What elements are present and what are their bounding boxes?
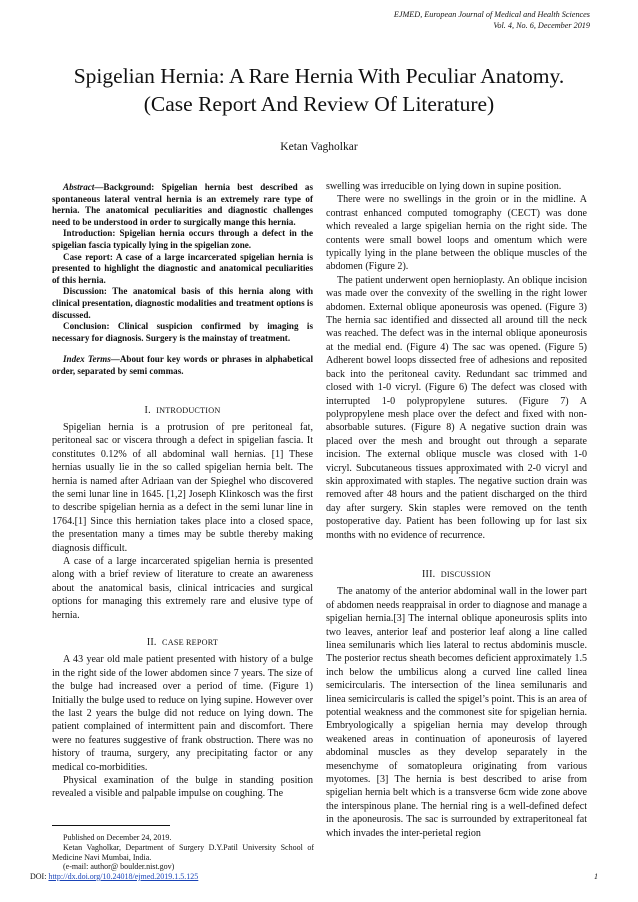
case-paragraph-1: A 43 year old male patient presented with history of a bulge in the right side of the lower abdomen since 7 years. The size of the bulge had increased over a period of time. (Figure 1) Initially the bulge used to reduce on lying supine. However over the last 2 years the bulge did not reduce on lying down. The patient complained of intermittent pain and discomfort. There were no features suggestive of frank obstruction. There was no history of trauma, surgery, any precipitating factor or any medical co-morbidities. (52, 654, 313, 773)
index-terms: Index Terms—About four key words or phrases in alphabetical order, separated by semi commas. (52, 354, 313, 376)
case-paragraph-3: There were no swellings in the groin or in the midline. A contrast enhanced computed tomography (CECT) was done which revealed a large spigelian hernia on the right side. The contents were small bowel loops and omentum which were typically lying in the plane between the oblique muscles of the abdomen (Figure 2). (326, 194, 587, 273)
case-paragraph-4: The patient underwent open hernioplasty. An oblique incision was made over the convexity of the swelling in the right lower abdomen. External oblique aponeurosis was opened. (Figure 3) The hernia sac identified and dissected all around till the neck was reached. The defect was in the internal oblique aponeurosis at the medial end. (Figure 4) The sac was opened. (Figure 5) Adherent bowel loops dissected free of adhesions and reposited back into the peritoneal cavity. Redundant sac trimmed and closed with 1-0 vicryl. (Figure 6) The defect was closed with interrupted 1-0 polypropylene sutures. (Figure 7) A polypropylene mesh place over the defect and fixed with non-absorbable sutures. (Figure 8) A negative suction drain was placed over the mesh and brought out through a separate incision. The external oblique muscle was closed with 1-0 vicryl. Subcutaneous tissues approximated with 2-0 vicryl and skin approximated with staples. The negative suction drain was removed after 48 hours and the patient discharged on the third day after surgery. Skin staples were removed on the tenth postoperative day. Patient has been following up for last six months with no evidence of recurrence. (326, 274, 587, 541)
section-heading-case-report: II. CASE REPORT (146, 637, 219, 648)
abstract-introduction: Introduction: Spigelian hernia occurs through a defect in the spigelian fascia typically lying in the spigelian zone. (52, 228, 313, 250)
footnote-published: Published on December 24, 2019. (63, 833, 172, 842)
journal-name: EJMED, European Journal of Medical and Health Sciences (393, 10, 590, 19)
doi-line: DOI: http://dx.doi.org/10.24018/ejmed.2019.1.5.125 (30, 872, 199, 881)
left-column (52, 180, 313, 801)
intro-paragraph-1: Spigelian hernia is a protrusion of pre peritoneal fat, peritoneal sac or viscera through a defect in spigelian fascia. It constitutes 0.12% of all abdominal wall hernias. [1] These hernias usually lie in the so called spigelian hernia belt. The hernia is named after Adriaan van der Spieghel who discovered the semi lunar line in 1645. [1,2] Joseph Klinkosch was the first to describe spigelian hernia as a defect in the semi lunar line in 1764.[1] Since this herniation takes place into a closed space, the presentation many a times may be subtle thereby making diagnosis difficult. (52, 421, 313, 554)
page-number: 1 (594, 872, 598, 881)
abstract-discussion: Discussion: The anatomical basis of this hernia along with clinical presentation, diagnostic modalities and treatment options is discussed. (52, 286, 313, 320)
journal-volume: Vol. 4, No. 6, December 2019 (493, 20, 590, 30)
intro-paragraph-2: A case of a large incarcerated spigelian hernia is presented along with a brief review of literature to create an awareness about the anatomical basis, clinical intricacies and surgical options for managing this extremely rare and elusive type of hernia. (52, 555, 313, 621)
author-name: Ketan Vagholkar (280, 141, 358, 153)
footnote-email: (e-mail: author@ boulder.nist.gov) (63, 862, 175, 872)
abstract-conclusion: Conclusion: Clinical suspicion confirmed by imaging is necessary for diagnosis. Surgery is the mainstay of treatment. (52, 321, 313, 343)
discussion-paragraph-1: The anatomy of the anterior abdominal wall in the lower part of abdomen needs reappraisal in order to diagnose and manage a spigelian hernia.[3] The internal oblique aponeurosis splits into two leaves, anterior leaf and posterior leaf along a line called linea semilunaris which lies lateral to rectus abdominis muscle. The posterior rectus sheath becomes deficient approximately 1.5 inch below the umbilicus along a curved line called linea semicircularis. The intersection of the linea semilunaris and linea semicircularis is called the spigel’s point. This is an area of potential weakness and the commonest site for spigelian hernia. Embryologically a spigelian hernia may develop through weakened areas in continuation of aponeurosis of layered abdominal muscles as they develop separately in the mesenchyme of somatopleura originating from various myotomes. [3] The hernia is best described to arise from spigelian hernia belt which is a transverse 6cm wide zone above the interspinous plane. The hernial ring is a well-defined defect in the aponeurosis. The sac is surrounded by extraperitoneal fat which invades the inter-perietal region (326, 586, 587, 839)
doi-link[interactable]: http://dx.doi.org/10.24018/ejmed.2019.1.5.125 (48, 872, 199, 881)
abstract-case-report: Case report: A case of a large incarcerated spigelian hernia is presented to highlight the diagnostic and anatomical peculiarities of this hernia. (52, 251, 313, 285)
footnote-divider (52, 825, 170, 826)
case-paragraph-2: Physical examination of the bulge in standing position revealed a visible and palpable impulse on coughing. The (52, 775, 313, 800)
journal-header (394, 10, 590, 31)
case-paragraph-2-continued: swelling was irreducible on lying down in supine position. (326, 181, 562, 192)
title-line-1: Spigelian Hernia: A Rare Hernia With Peculiar Anatomy. (73, 64, 565, 88)
abstract-background: Abstract—Background: Spigelian hernia best described as spontaneous lateral ventral hernia is an extremely rare type of hernia. The anatomical peculiarities and diagnostic challenges need to be understood in order to surgically mange this hernia. (52, 182, 313, 227)
footnote-affiliation: Ketan Vagholkar, Department of Surgery D.Y.Patil University School of Medicine Navi Mumbai, India. (52, 842, 314, 862)
right-column (326, 180, 587, 840)
section-heading-discussion: III. DISCUSSION (422, 568, 491, 580)
footnotes (52, 833, 314, 872)
section-heading-introduction: I. INTRODUCTION (144, 404, 221, 416)
paper-title (40, 62, 598, 118)
title-line-2: (Case Report And Review Of Literature) (143, 92, 495, 116)
